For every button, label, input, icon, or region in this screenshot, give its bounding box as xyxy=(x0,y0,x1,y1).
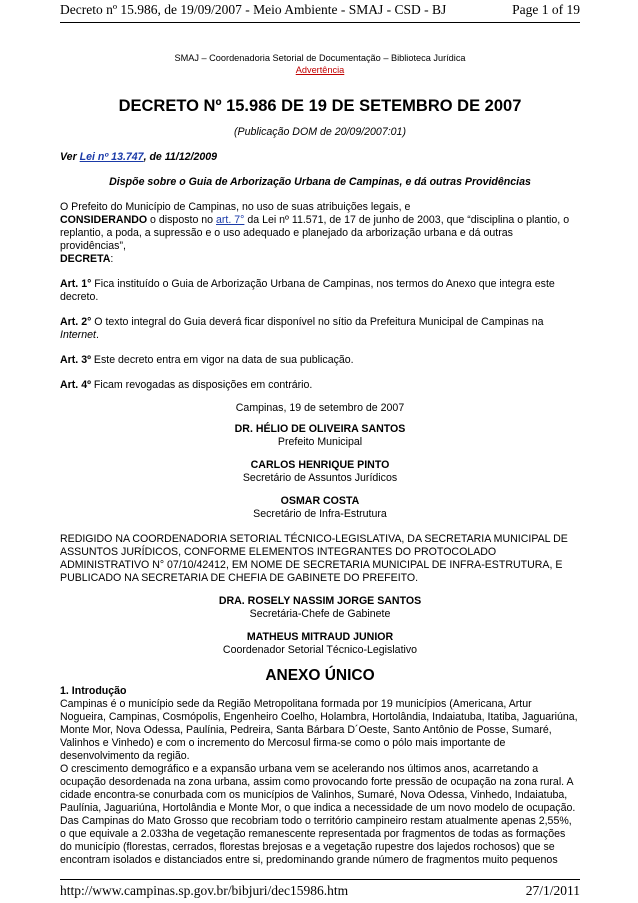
preamble: O Prefeito do Município de Campinas, no uso de suas atribuições legais, e xyxy=(60,201,411,213)
signatory-name: MATHEUS MITRAUD JUNIOR xyxy=(246,631,394,643)
org-line: SMAJ – Coordenadoria Setorial de Documentação – Biblioteca Jurídica xyxy=(174,53,466,63)
signatory-name: DR. HÉLIO DE OLIVEIRA SANTOS xyxy=(234,423,406,435)
ementa: Dispõe sobre o Guia de Arborização Urbana de Campinas, e dá outras Providências xyxy=(109,176,531,188)
annex-title: ANEXO ÚNICO xyxy=(265,667,375,684)
see-law-link[interactable]: Lei nº 13.747 xyxy=(79,151,144,163)
print-footer-url: http://www.campinas.sp.gov.br/bibjuri/dec15986.htm xyxy=(60,883,349,898)
signatory-role: Coordenador Setorial Técnico-Legislativo xyxy=(222,644,418,656)
print-header xyxy=(60,0,580,22)
signature-block xyxy=(170,495,470,521)
decree-title: DECRETO Nº 15.986 DE 19 DE SETEMBRO DE 2007 xyxy=(118,97,522,115)
signatory-role: Secretário de Assuntos Jurídicos xyxy=(242,472,398,484)
considerando-paragraph: CONSIDERANDO o disposto no art. 7° da Lei nº 11.571, de 17 de junho de 2003, que “disciplina o plantio, o replantio, a poda, a supressão e o uso adequado e planejado da arborização urbana e dá outras providências”, xyxy=(60,214,570,252)
see-also-line: Ver Lei nº 13.747, de 11/12/2009 xyxy=(60,151,218,163)
signature-block xyxy=(170,631,470,657)
print-footer xyxy=(60,880,580,900)
print-footer-date: 27/1/2011 xyxy=(525,883,580,898)
article-7-link[interactable]: art. 7° xyxy=(216,214,245,226)
signature-block xyxy=(170,595,470,621)
signatory-role: Secretária-Chefe de Gabinete xyxy=(249,608,391,620)
body-paragraph: Campinas é o município sede da Região Metropolitana formada por 19 municípios (Americana, Artur Nogueira, Campinas, Cosmópolis, Engenheiro Coelho, Holambra, Hortolândia, Indaiatuba, Itatiba, Jaguariúna, Monte Mor, Nova Odessa, Paulínia, Pedreira, Santa Bárbara D´Oeste, Santo Antônio de Posse, Sumaré, Valinhos e Vinhedo) e com o incremento do Mercosul firma-se como o pólo mais importante de desenvolvimento da região. xyxy=(60,698,578,762)
article-2: Art. 2° O texto integral do Guia deverá ficar disponível no sítio da Prefeitura Municipal de Campinas na Internet. xyxy=(60,316,544,341)
article-1: Art. 1° Fica instituído o Guia de Arborização Urbana de Campinas, nos termos do Anexo que integra este decreto. xyxy=(60,278,555,303)
document-body xyxy=(60,52,580,867)
warning-link[interactable]: Advertência xyxy=(295,65,345,75)
print-header-page-count: Page 1 of 19 xyxy=(512,2,580,17)
body-paragraph: O crescimento demográfico e a expansão urbana vem se acelerando nos últimos anos, acarretando a ocupação desordenada na zona urbana, assim como provocando forte pressão de ocupação na zona rural. A cidade encontra-se conurbada com os municípios de Valinhos, Sumaré, Nova Odessa, Vinhedo, Indaiatuba, Paulínia, Jaguariúna, Hortolândia e Monte Mor, o que indica a necessidade de um novo modelo de ocupação. xyxy=(60,763,576,814)
signatory-role: Prefeito Municipal xyxy=(277,436,363,448)
signatory-name: DRA. ROSELY NASSIM JORGE SANTOS xyxy=(218,595,422,607)
signature-block xyxy=(170,459,470,485)
publication-note: (Publicação DOM de 20/09/2007:01) xyxy=(234,126,406,138)
article-3: Art. 3º Este decreto entra em vigor na data de sua publicação. xyxy=(60,354,354,366)
signature-block xyxy=(170,423,470,449)
section-heading: 1. Introdução xyxy=(60,685,127,697)
signatory-name: CARLOS HENRIQUE PINTO xyxy=(250,459,390,471)
print-header-title: Decreto nº 15.986, de 19/09/2007 - Meio Ambiente - SMAJ - CSD - BJ xyxy=(60,2,447,17)
signatory-role: Secretário de Infra-Estrutura xyxy=(253,508,387,520)
place-date: Campinas, 19 de setembro de 2007 xyxy=(235,402,405,414)
header-divider xyxy=(60,22,580,23)
body-paragraph: Das Campinas do Mato Grosso que recobriam todo o território campineiro restam atualmente apenas 2,55%, o que equivale a 2.033ha de vegetação remanescente representada por fragmentos de todas as formações do município (florestas, cerrados, florestas brejosas e a vegetação rupestre dos lajedos rochosos) que se encontram isolados e distanciados entre si, predominando grande número de fragmentos muito pequenos xyxy=(60,815,572,866)
signatory-name: OSMAR COSTA xyxy=(280,495,360,507)
redigido-note: REDIGIDO NA COORDENADORIA SETORIAL TÉCNICO-LEGISLATIVA, DA SECRETARIA MUNICIPAL DE ASSUNTOS JURÍDICOS, CONFORME ELEMENTOS INTEGRANTES DO PROTOCOLADO ADMINISTRATIVO N° 07/10/42412, EM NOME DE SECRETARIA MUNICIPAL DE INFRA-ESTRUTURA, E PUBLICADO NA SECRETARIA DE CHEFIA DE GABINETE DO PREFEITO. xyxy=(60,533,568,584)
article-4: Art. 4º Ficam revogadas as disposições em contrário. xyxy=(60,379,313,391)
decreta-line: DECRETA: xyxy=(60,253,114,265)
